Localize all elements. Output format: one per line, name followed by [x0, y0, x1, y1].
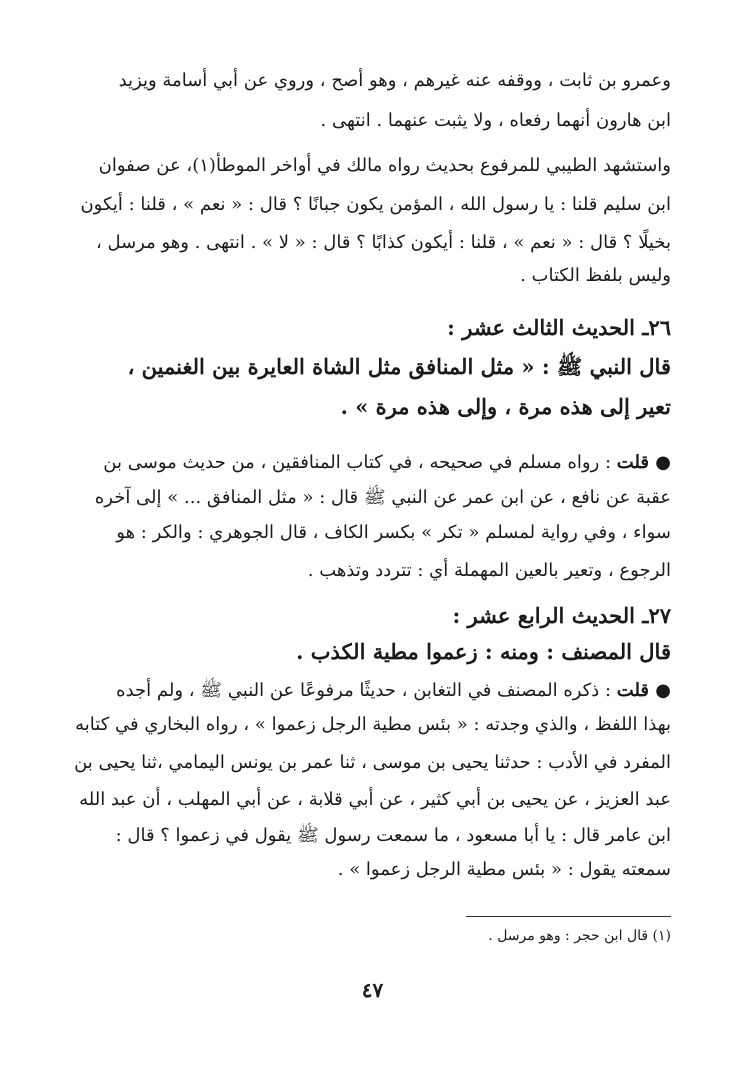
text-line [116, 678, 671, 704]
text-line [103, 450, 671, 476]
text-line: سمعته يقول : « بئس مطية الرجل زعموا » . [337, 859, 671, 880]
hadith-text: قال المصنف : ومنه : زعموا مطية الكذب . [296, 639, 671, 664]
text-line: وليس بلفظ الكتاب . [520, 265, 671, 286]
text-line: عقبة عن نافع ، عن ابن عمر عن النبي ﷺ قال : « مثل المنافق ... » إلى آخره [94, 487, 671, 508]
text-line: الرجوع ، وتعير بالعين المهملة أي : تتردد وتذهب . [307, 560, 671, 581]
text-line: بهذا اللفظ ، والذي وجدته : « بئس مطية الرجل زعموا » ، رواه البخاري في كتابه [75, 714, 671, 735]
hadith-text: قال النبي ﷺ : « مثل المنافق مثل الشاة العايرة بين الغنمين ، [127, 354, 671, 379]
text-line: بخيلًا ؟ قال : « نعم » ، قلنا : أيكون كذابًا ؟ قال : « لا » . انتهى . وهو مرسل ، [95, 232, 671, 253]
text-line: ابن سليم قلنا : يا رسول الله ، المؤمن يكون جبانًا ؟ قال : « نعم » ، قلنا : أيكون [80, 194, 671, 215]
text-span: : ذكره المصنف في التغابن ، حديثًا مرفوعًا عن النبي ﷺ ، ولم أجده [116, 680, 617, 701]
text-line: ابن عامر قال : يا أبا مسعود ، ما سمعت رسول ﷺ يقول في زعموا ؟ قال : [115, 825, 671, 846]
hadith-text: تعير إلى هذه مرة ، وإلى هذه مرة » . [340, 394, 671, 419]
text-line: عبد العزيز ، عن يحيى بن أبي كثير ، عن أبي قلابة ، عن أبي المهلب ، أن عبد الله [79, 789, 671, 810]
footnote: (١) قال ابن حجر : وهو مرسل . [488, 928, 671, 944]
footnote-divider [466, 916, 671, 917]
text-line: وعمرو بن ثابت ، ووقفه عنه غيرهم ، وهو أصح ، وروي عن أبي أسامة ويزيد [118, 70, 671, 91]
hadith-heading: ٢٦ـ الحديث الثالث عشر : [447, 315, 671, 340]
text-span: : رواه مسلم في صحيحه ، في كتاب المنافقين ، من حديث موسى بن [103, 452, 617, 473]
text-line: ابن هارون أنهما رفعاه ، ولا يثبت عنهما . انتهى . [320, 110, 671, 131]
text-line: سواء ، وفي رواية لمسلم « تكر » بكسر الكاف ، قال الجوهري : والكر : هو [116, 522, 671, 543]
text-line: المفرد في الأدب : حدثنا يحيى بن موسى ، ثنا عمر بن يونس اليمامي ،ثنا يحيى بن [74, 752, 671, 773]
bullet-lead: ● قلت [616, 452, 671, 473]
page-number: ٤٧ [361, 978, 384, 1002]
text-line: واستشهد الطيبي للمرفوع بحديث رواه مالك في أواخر الموطأ(١)، عن صفوان [98, 155, 671, 176]
bullet-lead: ● قلت [616, 680, 671, 701]
hadith-heading: ٢٧ـ الحديث الرابع عشر : [452, 603, 671, 628]
